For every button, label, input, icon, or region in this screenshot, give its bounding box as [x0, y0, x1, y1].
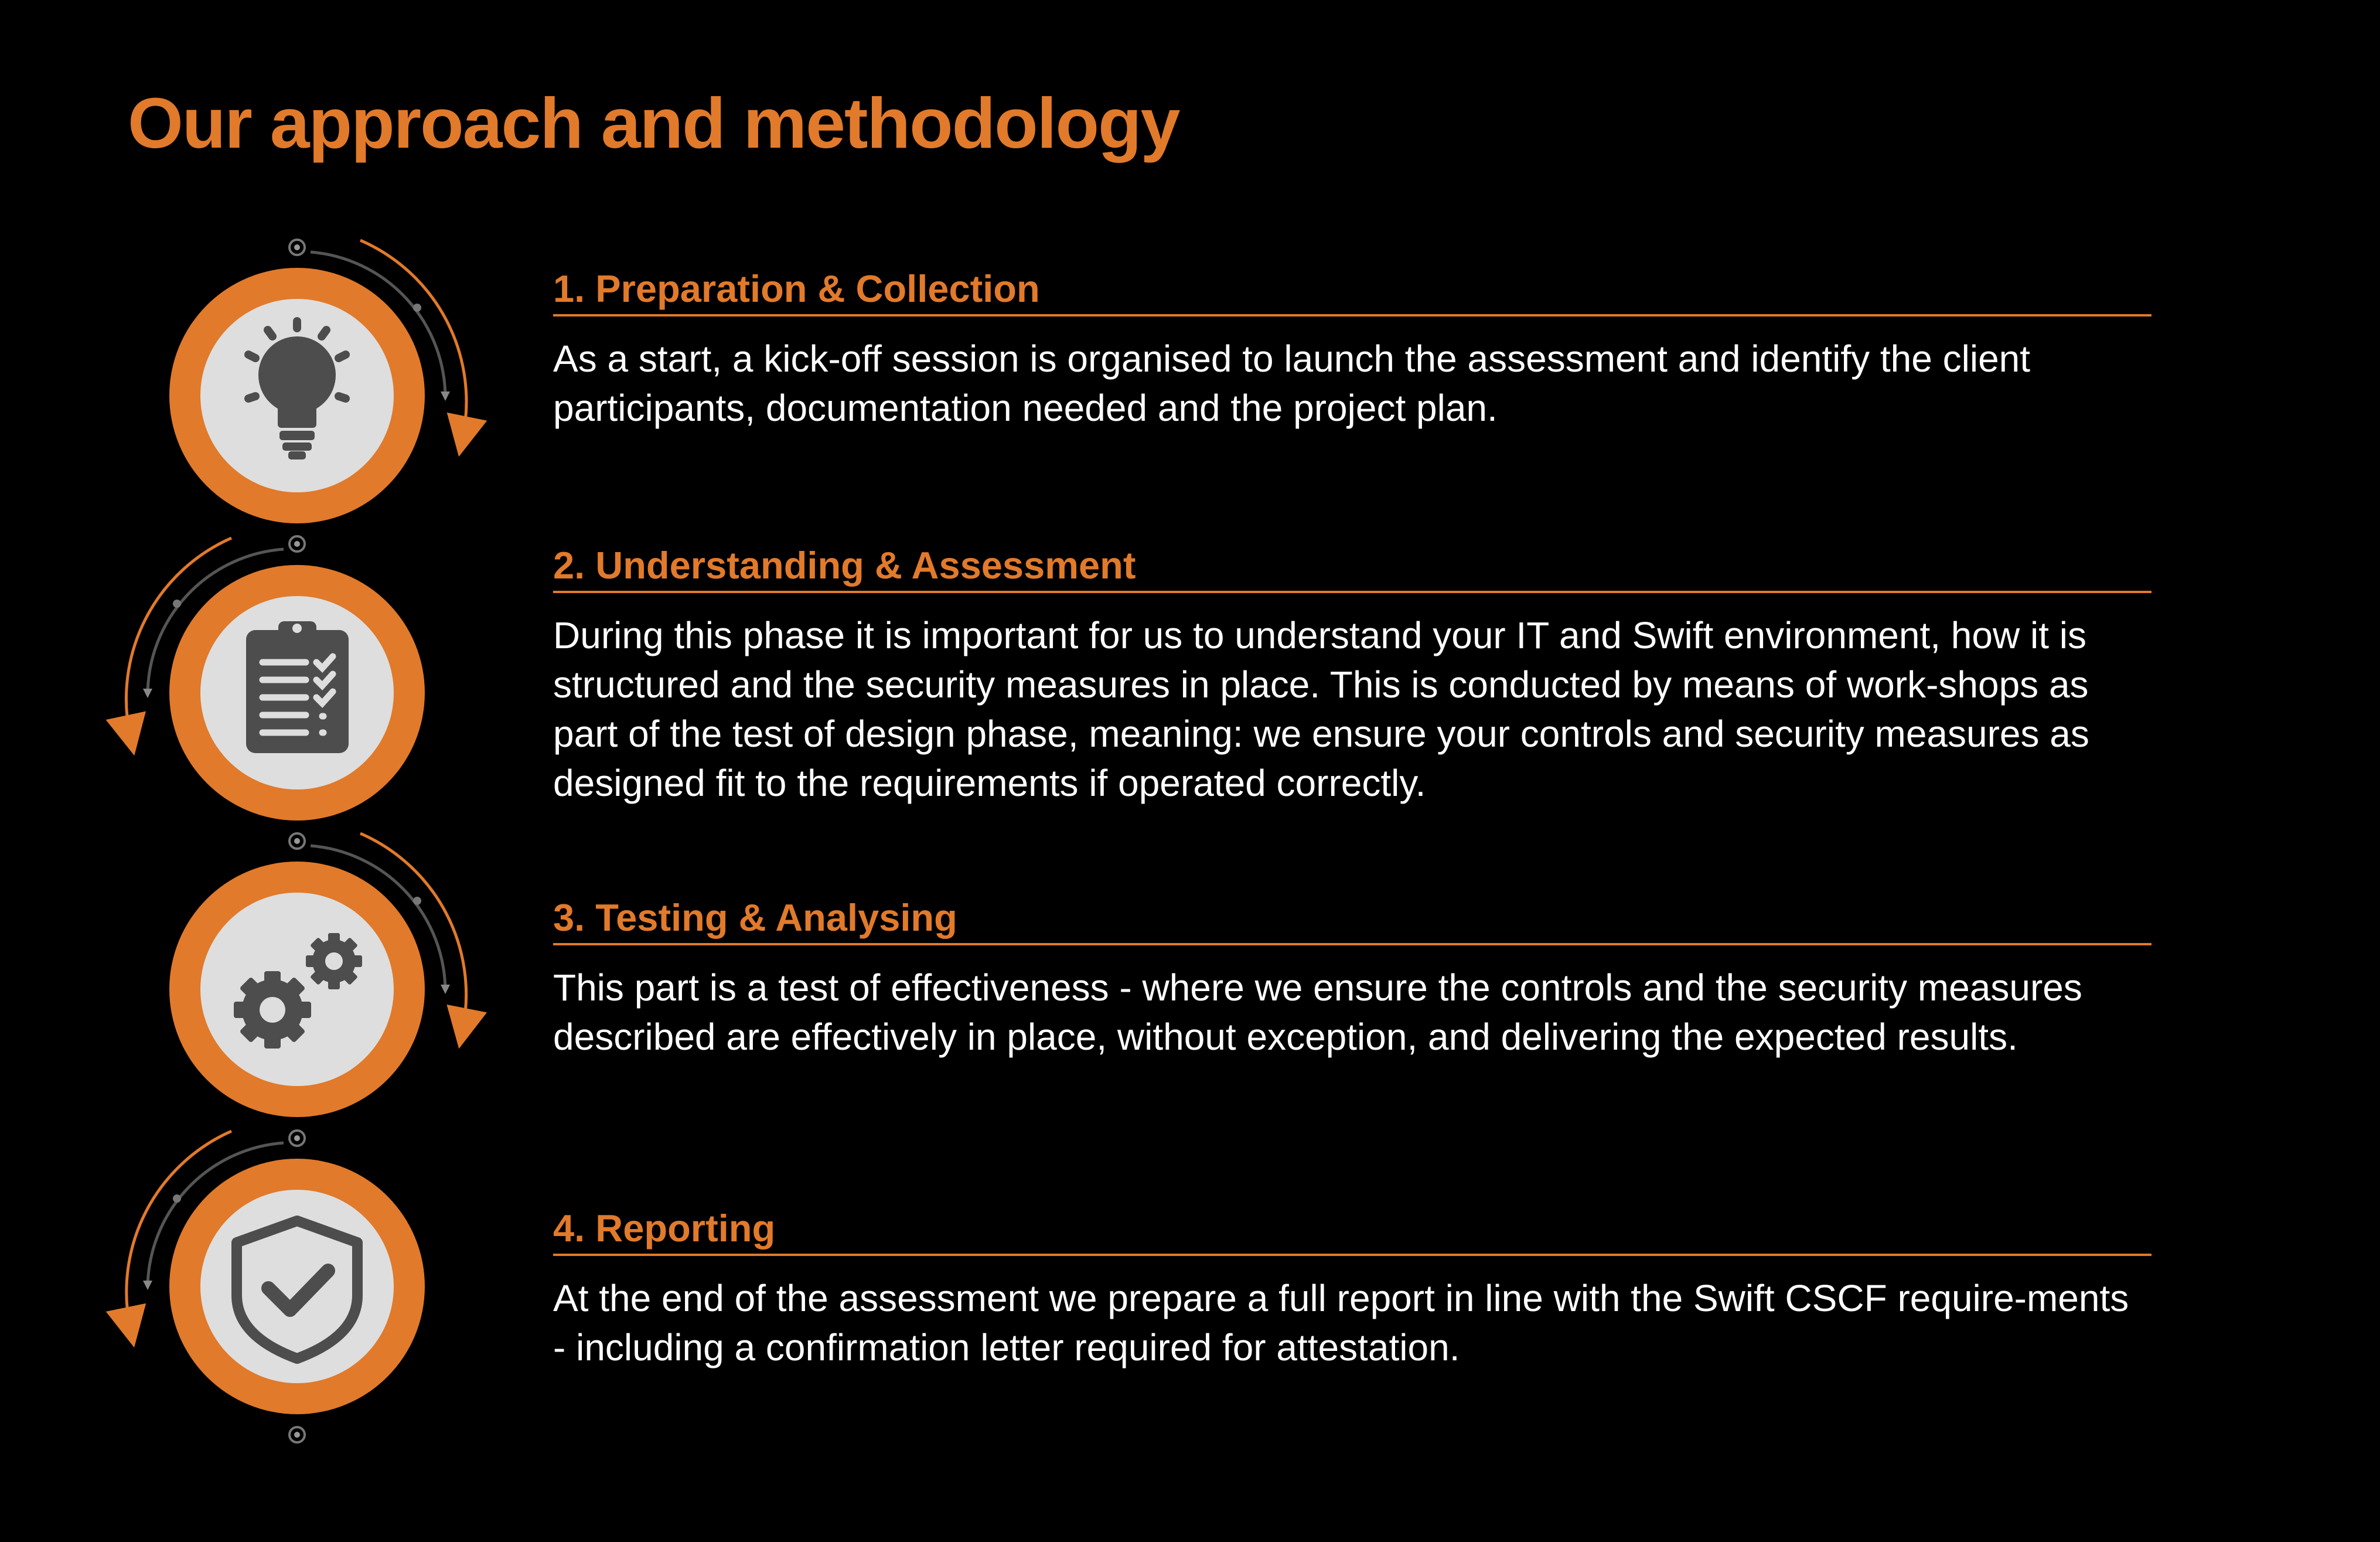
clipboard-checklist-icon	[246, 621, 349, 753]
step-circle-4	[169, 1159, 425, 1414]
step-2	[553, 543, 2151, 808]
step-heading: 4. Reporting	[553, 1206, 2151, 1256]
step-1	[553, 267, 2151, 433]
step-3	[553, 896, 2151, 1061]
step-description: At the end of the assessment we prepare a full report in line with the Swift CSCF require-ments - including a confirmation letter required for attestation.	[553, 1277, 2129, 1369]
step-description: During this phase it is important for us to understand your IT and Swift environment, how it is structured and the security measures in place. This is conducted by means of work-shops as part of the test of design phase, meaning: we ensure your controls and security measures as designed fit to the requirements if operated correctly.	[553, 614, 2089, 804]
step-heading: 1. Preparation & Collection	[553, 267, 2151, 316]
step-4	[553, 1206, 2151, 1372]
step-description: As a start, a kick-off session is organised to launch the assessment and identify the client participants, documentation needed and the project plan.	[553, 338, 2031, 429]
process-diagram	[0, 0, 586, 1542]
page-title: Our approach and methodology	[128, 83, 1179, 163]
step-heading: 2. Understanding & Assessment	[553, 543, 2151, 593]
step-heading: 3. Testing & Analysing	[553, 896, 2151, 945]
step-description: This part is a test of effectiveness - where we ensure the controls and the security measures described are effectively in place, without exception, and delivering the expected results.	[553, 966, 2082, 1058]
